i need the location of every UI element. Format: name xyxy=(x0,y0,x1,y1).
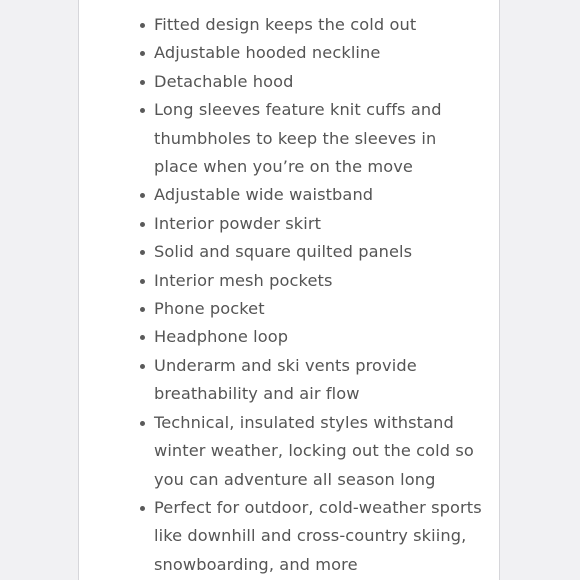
list-item xyxy=(139,96,484,181)
bullet-icon xyxy=(140,23,145,28)
feature-text: Technical, insulated styles withstand winter weather, locking out the cold so you can adventure all season long xyxy=(154,412,474,489)
list-item xyxy=(139,494,484,579)
feature-text: Perfect for outdoor, cold-weather sports like downhill and cross-country skiing, snowboarding, and more xyxy=(154,497,482,574)
feature-text: Long sleeves feature knit cuffs and thumbholes to keep the sleeves in place when you’re on the move xyxy=(154,100,442,177)
list-item xyxy=(139,210,484,238)
feature-text: Phone pocket xyxy=(154,299,265,319)
list-item xyxy=(139,295,484,323)
list-item xyxy=(139,238,484,266)
bullet-icon xyxy=(140,279,145,284)
bullet-icon xyxy=(140,250,145,255)
feature-text: Solid and square quilted panels xyxy=(154,242,413,262)
feature-text: Adjustable hooded neckline xyxy=(154,43,381,63)
bullet-icon xyxy=(140,222,145,227)
bullet-icon xyxy=(140,307,145,312)
list-item xyxy=(139,68,484,96)
bullet-icon xyxy=(140,193,145,198)
list-item xyxy=(139,323,484,351)
bullet-icon xyxy=(140,335,145,340)
feature-text: Interior powder skirt xyxy=(154,213,322,233)
bullet-icon xyxy=(140,108,145,113)
list-item xyxy=(139,352,484,409)
feature-text: Adjustable wide waistband xyxy=(154,185,374,205)
feature-text: Detachable hood xyxy=(154,71,294,91)
list-item xyxy=(139,267,484,295)
list-item xyxy=(139,409,484,494)
feature-text: Interior mesh pockets xyxy=(154,270,333,290)
list-item xyxy=(139,181,484,209)
feature-list xyxy=(139,11,484,579)
bullet-icon xyxy=(140,506,145,511)
product-details-panel xyxy=(78,0,500,580)
bullet-icon xyxy=(140,51,145,56)
feature-text: Underarm and ski vents provide breathability and air flow xyxy=(154,355,417,404)
bullet-icon xyxy=(140,421,145,426)
list-item xyxy=(139,39,484,67)
bullet-icon xyxy=(140,364,145,369)
bullet-icon xyxy=(140,80,145,85)
feature-text: Headphone loop xyxy=(154,327,289,347)
feature-text: Fitted design keeps the cold out xyxy=(154,15,417,34)
list-item xyxy=(139,11,484,39)
